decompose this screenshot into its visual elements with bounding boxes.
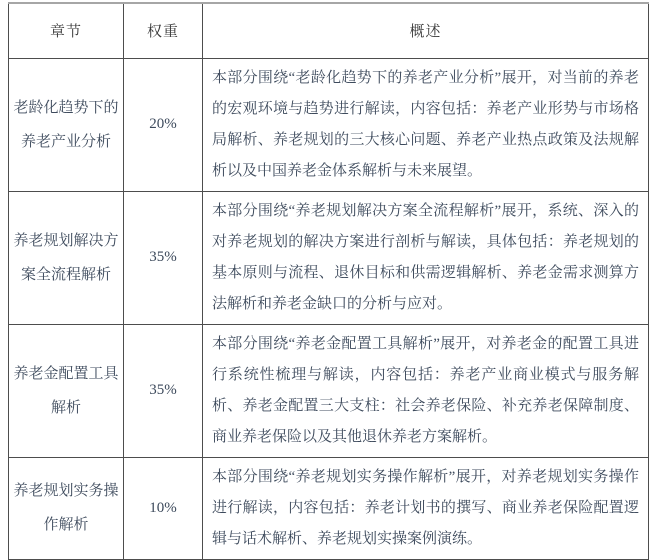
header-chapter: 章节 bbox=[9, 3, 124, 58]
weight-cell: 20% bbox=[124, 58, 203, 191]
table-row bbox=[9, 324, 649, 457]
chapter-cell: 老龄化趋势下的养老产业分析 bbox=[9, 58, 124, 191]
header-overview: 概述 bbox=[203, 3, 649, 58]
chapter-cell: 养老规划解决方案全流程解析 bbox=[9, 191, 124, 324]
table-header-row bbox=[9, 3, 649, 58]
course-outline-table bbox=[8, 2, 649, 560]
overview-cell: 本部分围绕“养老规划解决方案全流程解析”展开，系统、深入的对养老规划的解决方案进行剖析与解读，具体包括：养老规划的基本原则与流程、退休目标和供需逻辑解析、养老金需求测算方法解析和养老金缺口的分析与应对。 bbox=[203, 191, 649, 324]
overview-cell: 本部分围绕“老龄化趋势下的养老产业分析”展开，对当前的养老的宏观环境与趋势进行解读，内容包括：养老产业形势与市场格局解析、养老规划的三大核心问题、养老产业热点政策及法规解析以及中国养老金体系解析与未来展望。 bbox=[203, 58, 649, 191]
weight-cell: 35% bbox=[124, 324, 203, 457]
table-row bbox=[9, 457, 649, 559]
header-weight: 权重 bbox=[124, 3, 203, 58]
table-row bbox=[9, 58, 649, 191]
weight-cell: 10% bbox=[124, 457, 203, 559]
table-row bbox=[9, 191, 649, 324]
weight-cell: 35% bbox=[124, 191, 203, 324]
overview-cell: 本部分围绕“养老规划实务操作解析”展开，对养老规划实务操作进行解读，内容包括：养老计划书的撰写、商业养老保险配置逻辑与话术解析、养老规划实操案例演练。 bbox=[203, 457, 649, 559]
chapter-cell: 养老金配置工具解析 bbox=[9, 324, 124, 457]
chapter-cell: 养老规划实务操作解析 bbox=[9, 457, 124, 559]
overview-cell: 本部分围绕“养老金配置工具解析”展开，对养老金的配置工具进行系统性梳理与解读，内容包括：养老产业商业模式与服务解析、养老金配置三大支柱：社会养老保险、补充养老保障制度、商业养老保险以及其他退休养老方案解析。 bbox=[203, 324, 649, 457]
